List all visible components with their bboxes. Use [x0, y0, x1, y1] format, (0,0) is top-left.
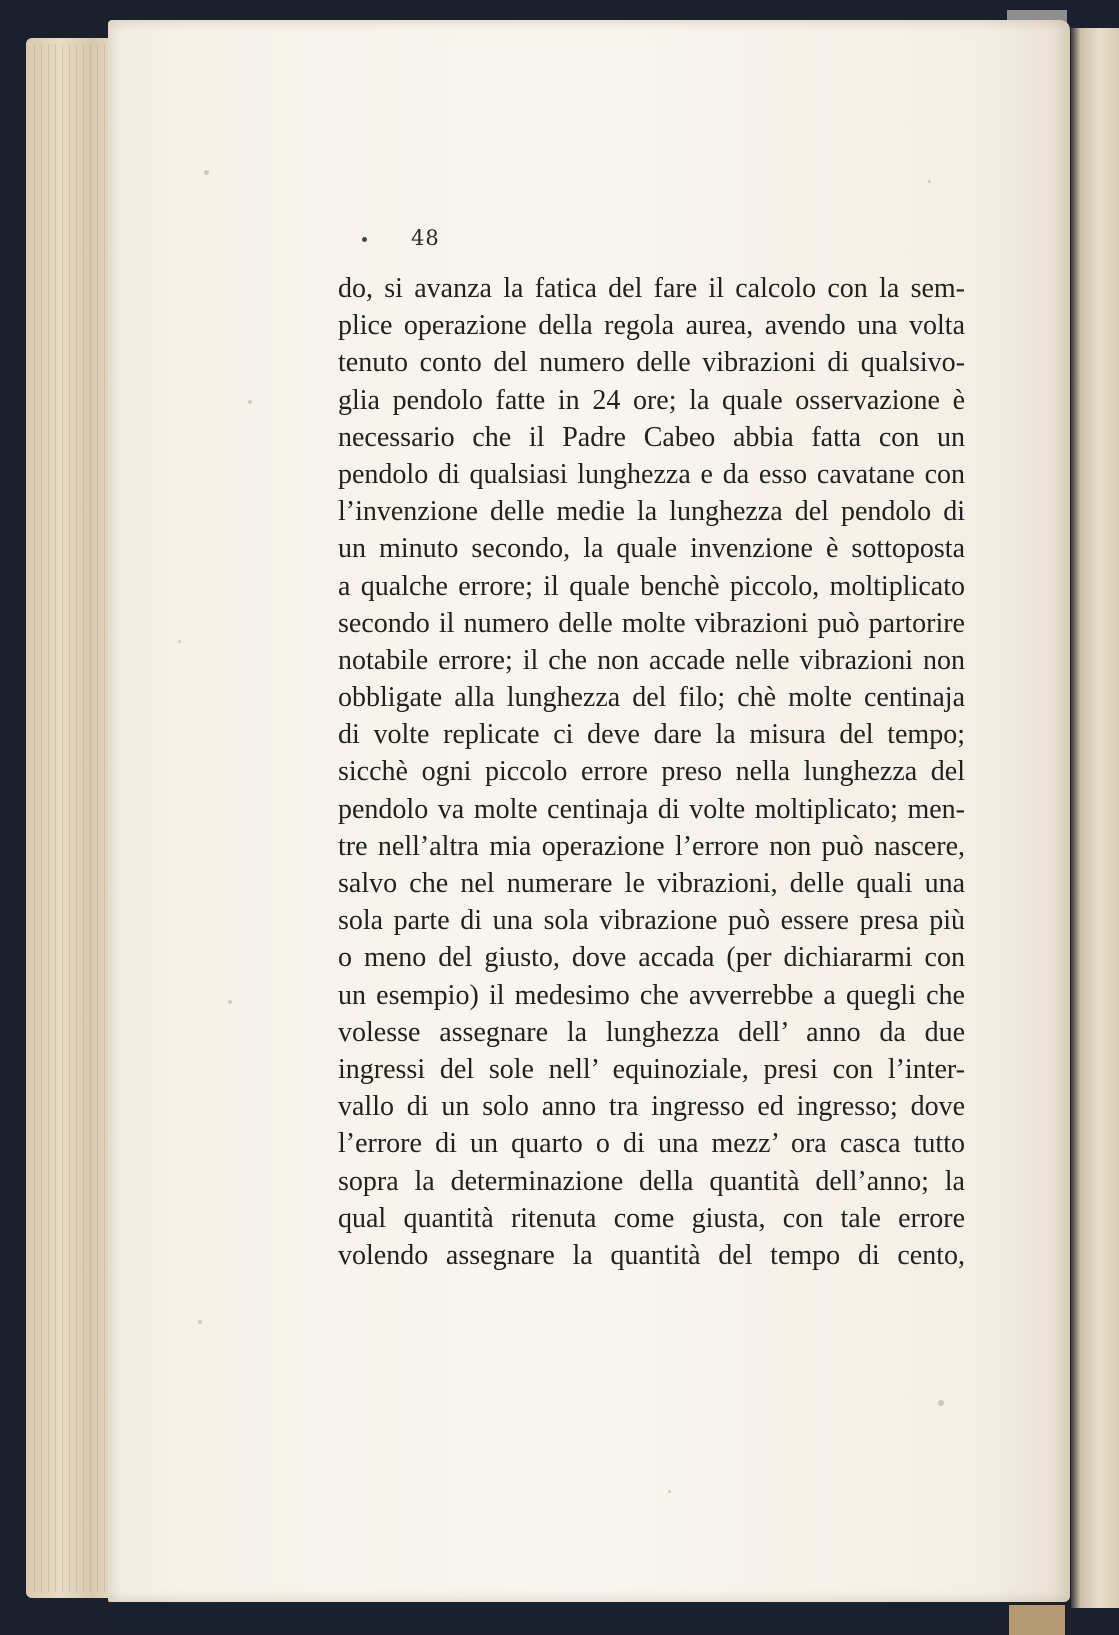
text-line: qual quantità ritenuta come giusta, con tale errore: [338, 1202, 965, 1234]
text-line: sicchè ogni piccolo errore preso nella lunghezza del: [338, 756, 965, 788]
text-line: secondo il numero delle molte vibrazioni può partorire: [338, 607, 965, 639]
text-line: notabile errore; il che non accade nelle vibrazioni non: [338, 644, 965, 676]
text-line: pendolo va molte centinaja di volte moltiplicato; men-: [338, 793, 965, 825]
text-line: l’invenzione delle medie la lunghezza del pendolo di: [338, 496, 965, 528]
text-line: obbligate alla lunghezza del filo; chè molte centinaja: [338, 682, 965, 714]
body-text: [338, 270, 965, 1274]
text-line: glia pendolo fatte in 24 ore; la quale osservazione è: [338, 384, 965, 416]
text-line: o meno del giusto, dove accada (per dichiararmi con: [338, 942, 965, 974]
text-line: pendolo di qualsiasi lunghezza e da esso cavatane con: [338, 458, 965, 490]
text-line: l’errore di un quarto o di una mezz’ ora casca tutto: [338, 1128, 965, 1160]
text-line: necessario che il Padre Cabeo abbia fatta con un: [338, 421, 965, 453]
text-line: plice operazione della regola aurea, avendo una volta: [338, 310, 965, 342]
text-line: un minuto secondo, la quale invenzione è sottoposta: [338, 533, 965, 565]
text-line: a qualche errore; il quale benchè piccolo, moltiplicato: [338, 570, 965, 602]
text-line: do, si avanza la fatica del fare il calcolo con la sem-: [338, 273, 965, 304]
text-line: vallo di un solo anno tra ingresso ed ingresso; dove: [338, 1091, 965, 1123]
text-line: un esempio) il medesimo che avverrebbe a quegli che: [338, 979, 965, 1011]
text-line: sopra la determinazione della quantità dell’anno; la: [338, 1165, 965, 1197]
page-number: 48: [411, 226, 440, 250]
text-line: di volte replicate ci deve dare la misura del tempo;: [338, 719, 965, 751]
text-line: sola parte di una sola vibrazione può essere presa più: [338, 905, 965, 937]
bookmark-tab-bottom: [1009, 1605, 1065, 1635]
text-line: salvo che nel numerare le vibrazioni, delle quali una: [338, 868, 965, 899]
text-line: volesse assegnare la lunghezza dell’ anno da due: [338, 1016, 965, 1048]
text-line: tre nell’altra mia operazione l’errore non può nascere,: [338, 830, 965, 862]
text-line: volendo assegnare la quantità del tempo di cento,: [338, 1239, 965, 1271]
facing-page-edge: [1071, 28, 1119, 1608]
page-dot-mark: [362, 237, 367, 242]
text-line: ingressi del sole nell’ equinoziale, presi con l’inter-: [338, 1053, 965, 1085]
text-line: tenuto conto del numero delle vibrazioni di qualsivo-: [338, 347, 965, 379]
